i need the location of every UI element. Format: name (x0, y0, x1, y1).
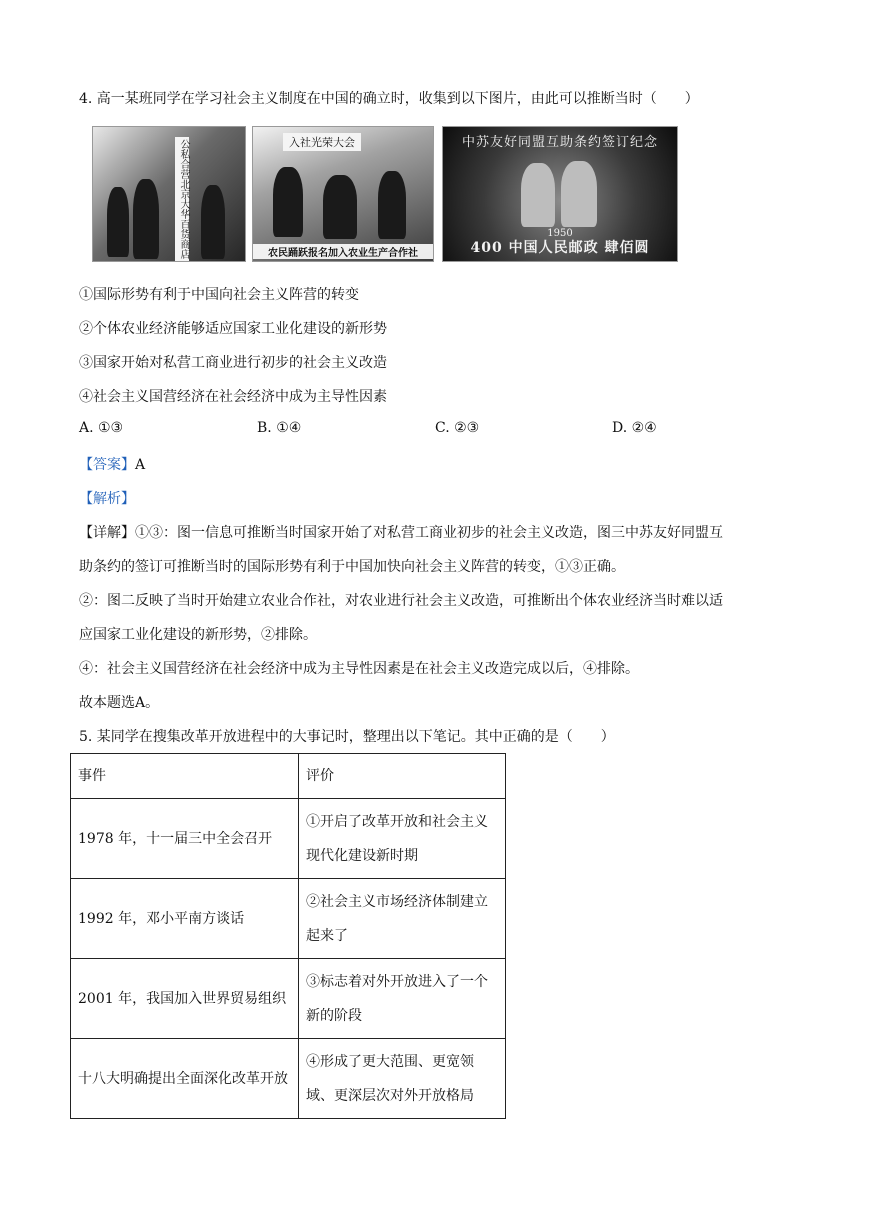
table-header-row (71, 754, 506, 799)
table-row (71, 799, 506, 879)
photo-public-private-store (92, 126, 246, 262)
figure-silhouette (273, 167, 303, 237)
question-4-stem: 4. 高一某班同学在学习社会主义制度在中国的确立时，收集到以下图片，由此可以推断当时（ ） (79, 91, 699, 107)
statement-1: ①国际形势有利于中国向社会主义阵营的转变 (79, 287, 359, 303)
event-cell: 1992 年，邓小平南方谈话 (71, 879, 299, 959)
figure-silhouette (133, 179, 159, 259)
stamp-sino-soviet-treaty (442, 126, 678, 262)
events-table (70, 753, 506, 1119)
figure-silhouette (378, 171, 406, 239)
stamp-title: 中苏友好同盟互助条约签订纪念 (461, 135, 658, 150)
table-row (71, 959, 506, 1039)
header-evaluation: 评价 (299, 754, 506, 799)
detail-line-1 (79, 522, 723, 542)
stamp-denomination: 400 中国人民邮政 肆佰圆 (470, 240, 650, 256)
event-cell: 2001 年，我国加入世界贸易组织 (71, 959, 299, 1039)
detail-line-2: 助条约的签订可推断当时的国际形势有利于中国加快向社会主义阵营的转变，①③正确。 (79, 559, 625, 575)
detail-label: 【详解】 (79, 525, 135, 541)
option-a: A. ①③ (79, 420, 124, 436)
answer-label: 【答案】 (79, 457, 135, 473)
detail-line-3: ②：图二反映了当时开始建立农业合作社，对农业进行社会主义改造，可推断出个体农业经济当时难以适 (79, 593, 723, 609)
evaluation-cell: ③标志着对外开放进入了一个新的阶段 (299, 959, 506, 1039)
evaluation-cell: ④形成了更大范围、更宽领域、更深层次对外开放格局 (299, 1039, 506, 1119)
table-row (71, 1039, 506, 1119)
figure-silhouette (107, 187, 129, 257)
evaluation-cell: ①开启了改革开放和社会主义现代化建设新时期 (299, 799, 506, 879)
answer-value: A (135, 457, 146, 473)
detail-line-4: 应国家工业化建设的新形势，②排除。 (79, 627, 317, 643)
cooperative-banner: 入社光荣大会 (283, 133, 361, 151)
stamp-year: 1950 (547, 228, 573, 239)
header-event: 事件 (71, 754, 299, 799)
conclusion: 故本题选A。 (79, 695, 160, 711)
statement-2: ②个体农业经济能够适应国家工业化建设的新形势 (79, 321, 387, 337)
figure-silhouette (561, 161, 597, 227)
figure-silhouette (201, 185, 225, 259)
event-cell: 1978 年，十一届三中全会召开 (71, 799, 299, 879)
store-sign: 公私合营北京大华百货商店 (175, 137, 189, 261)
option-c: C. ②③ (435, 420, 480, 436)
analysis-label: 【解析】 (79, 491, 135, 507)
figure-silhouette (521, 163, 555, 227)
question-5-stem: 5. 某同学在搜集改革开放进程中的大事记时，整理出以下笔记。其中正确的是（ ） (79, 729, 615, 745)
detail-text-1: ①③：图一信息可推断当时国家开始了对私营工商业初步的社会主义改造，图三中苏友好同盟互 (135, 525, 723, 541)
question-4-images (92, 126, 678, 260)
option-b: B. ①④ (257, 420, 302, 436)
photo-caption: 农民踊跃报名加入农业生产合作社 (253, 244, 433, 259)
photo-cooperative-signup (252, 126, 434, 262)
statement-3: ③国家开始对私营工商业进行初步的社会主义改造 (79, 355, 387, 371)
detail-line-5: ④：社会主义国营经济在社会经济中成为主导性因素是在社会主义改造完成以后，④排除。 (79, 661, 639, 677)
table-row (71, 879, 506, 959)
figure-silhouette (323, 175, 357, 239)
option-d: D. ②④ (612, 420, 657, 436)
evaluation-cell: ②社会主义市场经济体制建立起来了 (299, 879, 506, 959)
statement-4: ④社会主义国营经济在社会经济中成为主导性因素 (79, 389, 387, 405)
answer-line (79, 454, 145, 474)
event-cell: 十八大明确提出全面深化改革开放 (71, 1039, 299, 1119)
